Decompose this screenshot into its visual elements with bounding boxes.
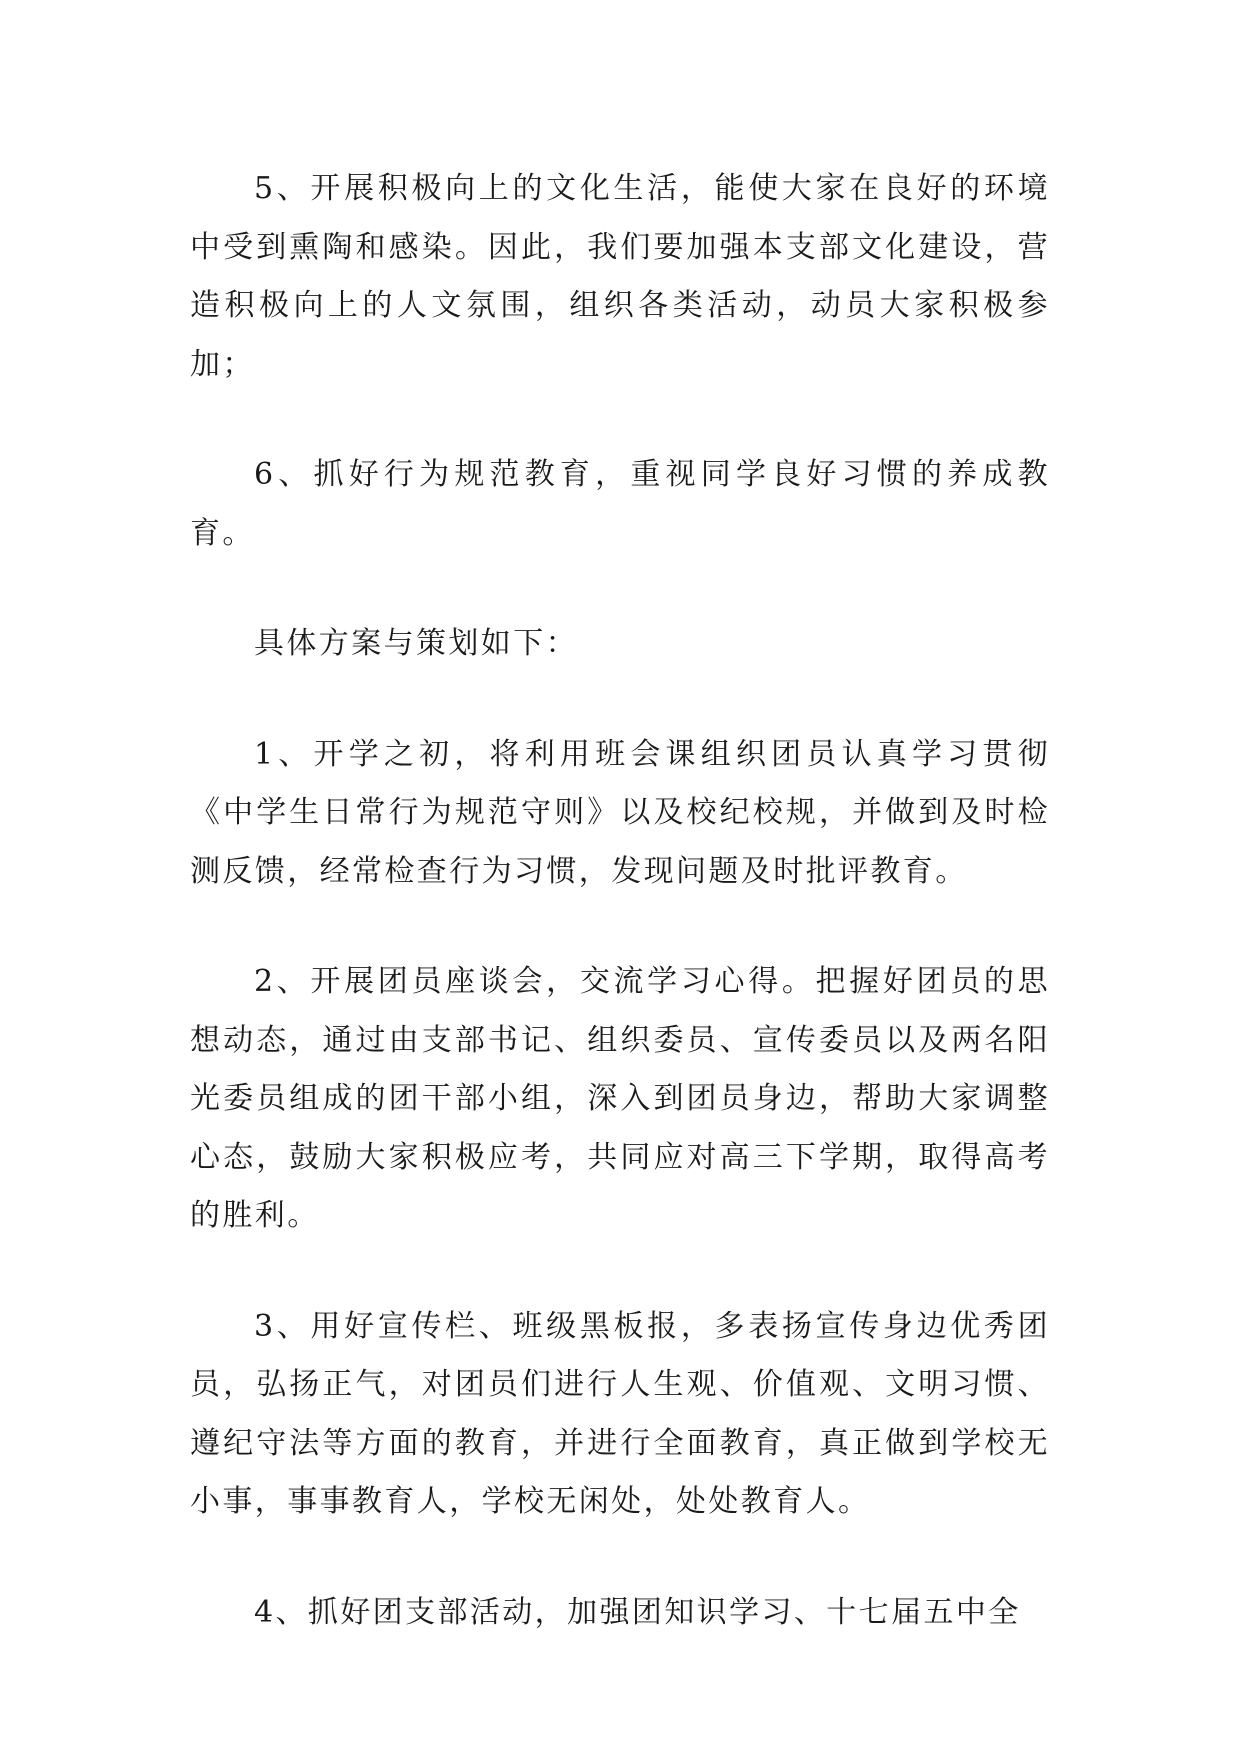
plan-item-2: 2、开展团员座谈会，交流学习心得。把握好团员的思想动态，通过由支部书记、组织委员、宣传委员以及两名阳光委员组成的团干部小组，深入到团员身边，帮助大家调整心态，鼓励大家积极应考，共同应对高三下学期，取得高考的胜利。 [190,964,1050,1233]
plan-heading: 具体方案与策划如下： [254,626,578,661]
plan-item-3: 3、用好宣传栏、班级黑板报，多表扬宣传身边优秀团员，弘扬正气，对团员们进行人生观、价值观、文明习惯、遵纪守法等方面的教育，并进行全面教育，真正做到学校无小事，事事教育人，学校无闲处，处处教育人。 [190,1308,1050,1519]
paragraph-item-6: 6、抓好行为规范教育，重视同学良好习惯的养成教育。 [190,457,1050,551]
plan-item-1: 1、开学之初，将利用班会课组织团员认真学习贯彻《中学生日常行为规范守则》以及校纪校规，并做到及时检测反馈，经常检查行为习惯，发现问题及时批评教育。 [190,736,1050,889]
document-body [190,160,1050,1694]
plan-item-4: 4、抓好团支部活动，加强团知识学习、十七届五中全 [254,1594,1021,1630]
paragraph-item-5: 5、开展积极向上的文化生活，能使大家在良好的环境中受到熏陶和感染。因此，我们要加强本支部文化建设，营造积极向上的人文氛围，组织各类活动，动员大家积极参加； [190,171,1050,382]
